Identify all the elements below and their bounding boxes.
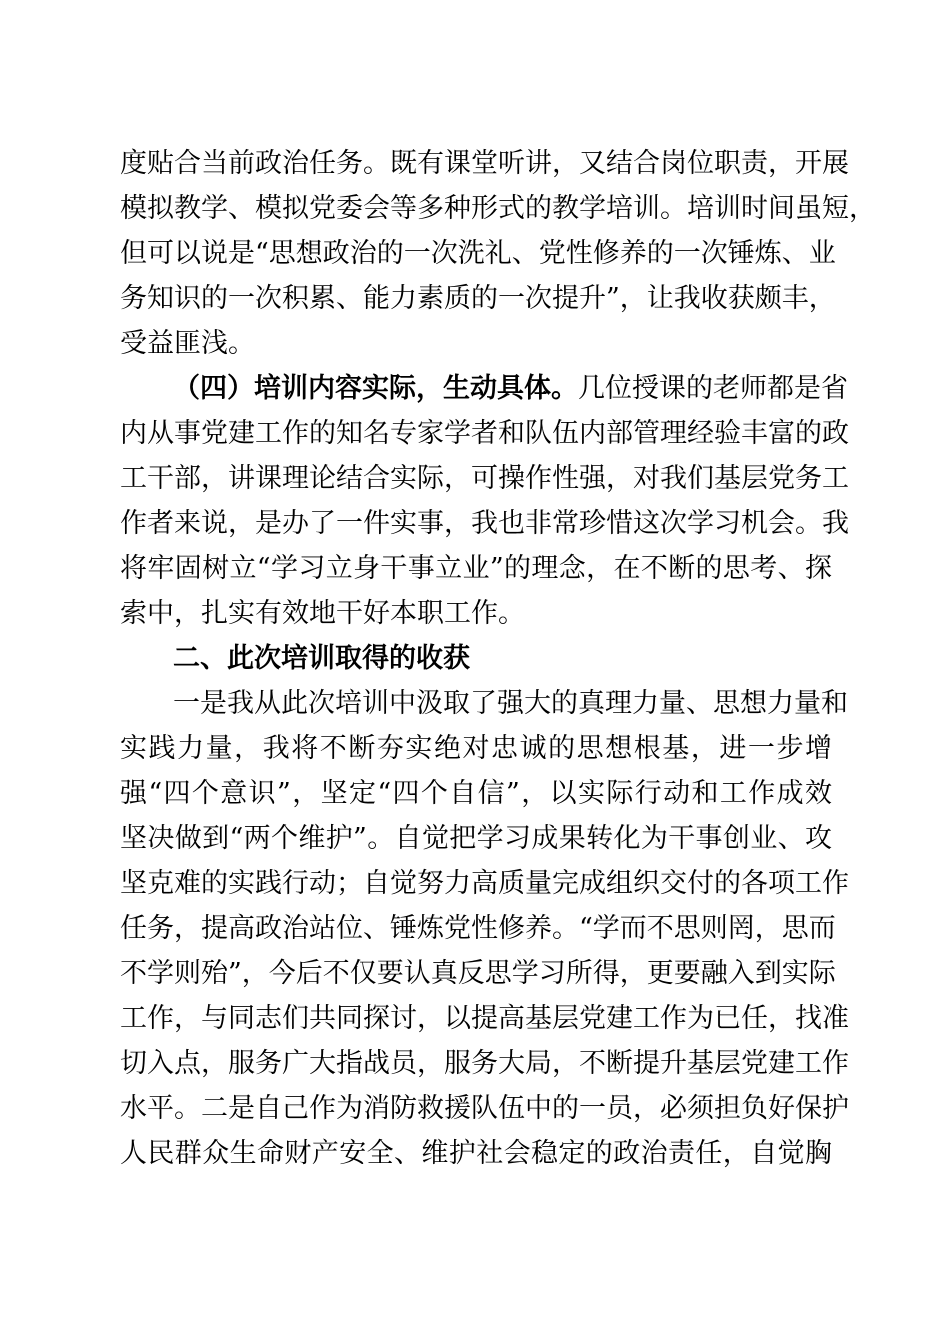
text-line: 度贴合当前政治任务。既有课堂听讲，又结合岗位职责，开展 (120, 148, 849, 179)
text-line: 一是我从此次培训中汲取了强大的真理力量、思想力量和 (173, 688, 848, 719)
text-line: 强“四个意识”，坚定“四个自信”，以实际行动和工作成效 (120, 778, 832, 809)
text-line: 不学则殆”，今后不仅要认真反思学习所得，更要融入到实际 (120, 958, 836, 989)
text-line: 务知识的一次积累、能力素质的一次提升”，让我收获颇丰， (120, 283, 836, 314)
text-line: 但可以说是“思想政治的一次洗礼、党性修养的一次锤炼、业 (120, 238, 836, 269)
paragraph-lead-heading: （四）培训内容实际，生动具体。 (173, 373, 578, 404)
text-line: 工干部，讲课理论结合实际，可操作性强，对我们基层党务工 (120, 463, 849, 494)
text-line: 内从事党建工作的知名专家学者和队伍内部管理经验丰富的政 (120, 418, 849, 449)
text-line: 作者来说，是办了一件实事，我也非常珍惜这次学习机会。我 (120, 508, 849, 539)
text-line: 任务，提高政治站位、锤炼党性修养。“学而不思则罔，思而 (120, 913, 836, 944)
paragraph-lead-rest: 几位授课的老师都是省 (578, 373, 848, 404)
text-line: 坚克难的实践行动；自觉努力高质量完成组织交付的各项工作 (120, 868, 849, 899)
paragraph-lead-line (173, 371, 848, 407)
text-line: 工作，与同志们共同探讨，以提高基层党建工作为已任，找准 (120, 1003, 849, 1034)
text-line: 索中，扎实有效地干好本职工作。 (120, 598, 525, 629)
text-line: 模拟教学、模拟党委会等多种形式的教学培训。培训时间虽短， (120, 193, 876, 224)
text-line: 人民群众生命财产安全、维护社会稳定的政治责任，自觉胸 (120, 1138, 832, 1169)
text-line: 受益匪浅。 (120, 328, 255, 359)
text-line: 水平。二是自己作为消防救援队伍中的一员，必须担负好保护 (120, 1093, 849, 1124)
text-line: 实践力量，我将不断夯实绝对忠诚的思想根基，进一步增 (120, 733, 832, 764)
text-line: 坚决做到“两个维护”。自觉把学习成果转化为干事创业、攻 (120, 823, 832, 854)
section-heading: 二、此次培训取得的收获 (173, 643, 470, 674)
text-line: 将牢固树立“学习立身干事立业”的理念，在不断的思考、探 (120, 553, 832, 584)
text-line: 切入点，服务广大指战员，服务大局，不断提升基层党建工作 (120, 1048, 849, 1079)
